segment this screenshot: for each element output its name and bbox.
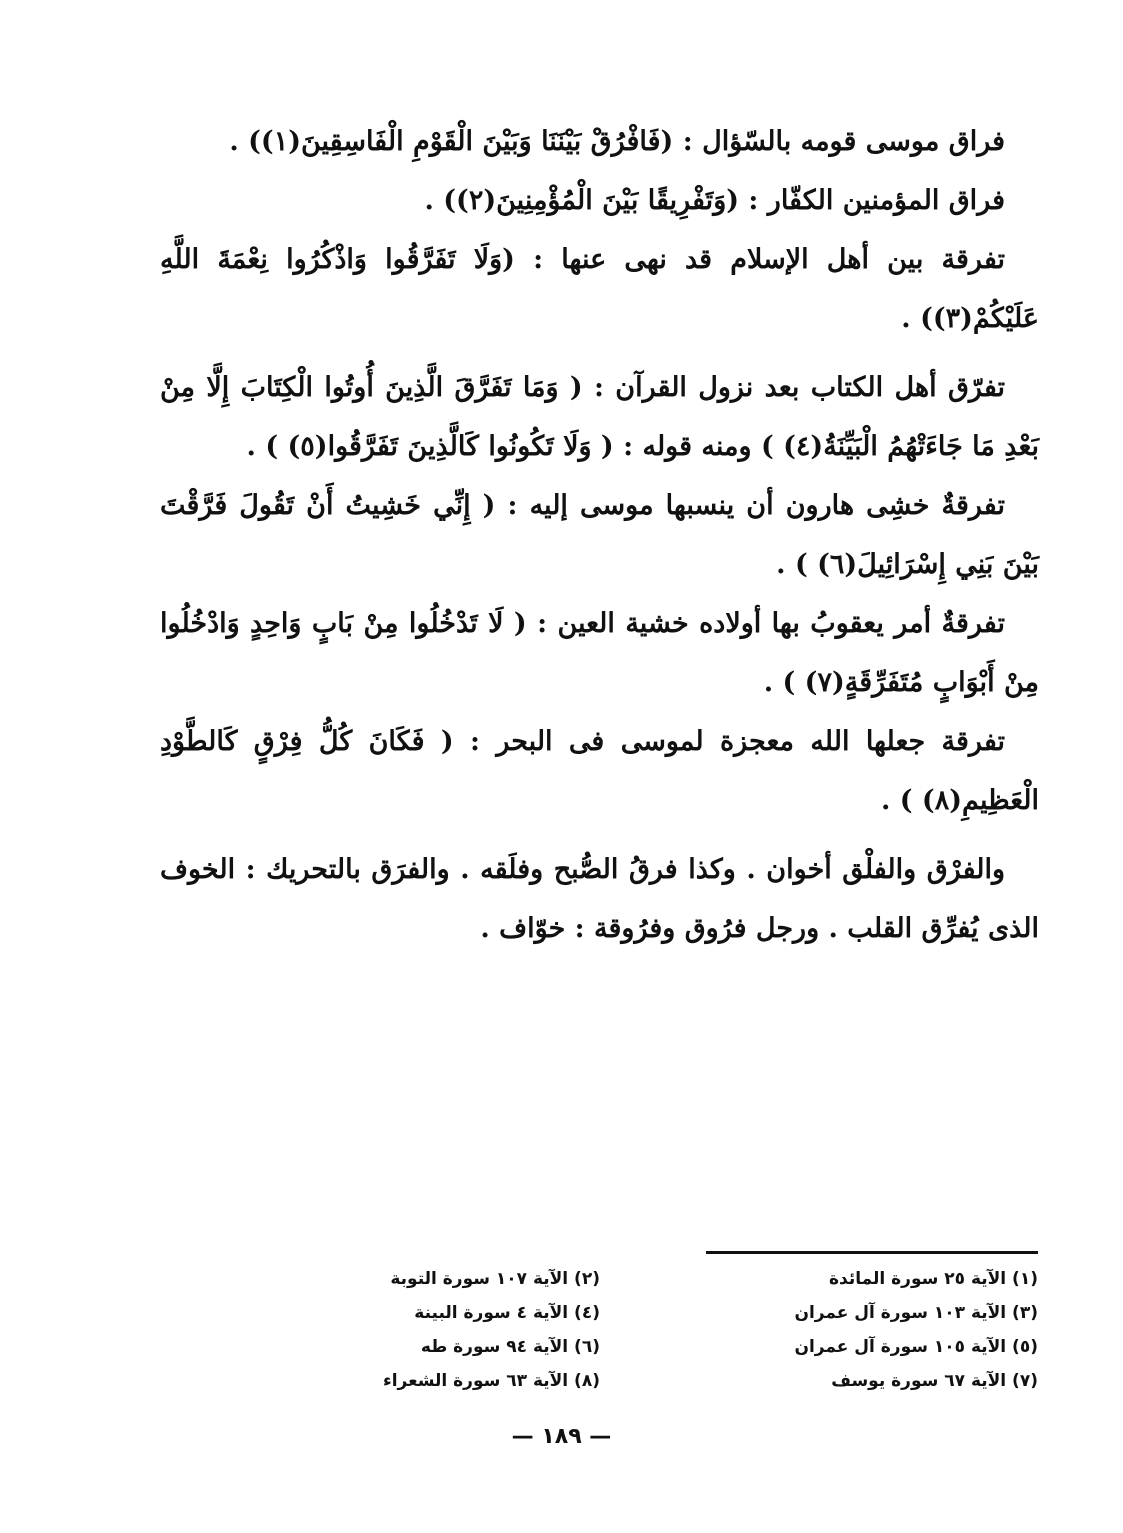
paragraph: تفرقة جعلها الله معجزة لموسى فى البحر : ( فَكَانَ كُلُّ فِرْقٍ كَالطَّوْدِ الْعَظِيمِ(٨) ) . bbox=[160, 726, 1039, 816]
footnote: (٤) الآية ٤ سورة البينة bbox=[414, 1303, 600, 1323]
paragraph: والفرْق والفلْق أخوان . وكذا فرقُ الصُّبح وفلَقه . والفرَق بالتحريك : الخوف الذى يُفرِّق القلب . ورجل فرُوق وفرُوقة : خوّاف . bbox=[160, 854, 1039, 944]
paragraph: تفرّق أهل الكتاب بعد نزول القرآن : ( وَمَا تَفَرَّقَ الَّذِينَ أُوتُوا الْكِتَابَ إِلَّا مِنْ بَعْدِ مَا جَاءَتْهُمُ الْبَيِّنَةُ(٤) ) ومنه قوله : ( وَلَا تَكُونُوا كَالَّذِينَ تَفَرَّقُوا(٥) ) . bbox=[160, 372, 1039, 462]
paragraph: فراق موسى قومه بالسّؤال : (فَافْرُقْ بَيْنَنَا وَبَيْنَ الْقَوْمِ الْفَاسِقِينَ(١)) . bbox=[229, 126, 1005, 157]
footnote-divider bbox=[706, 1251, 1038, 1254]
main-text bbox=[160, 112, 1039, 958]
page-number: — ١٨٩ — bbox=[511, 1424, 612, 1449]
paragraph: تفرقةٌ أمر يعقوبُ بها أولاده خشية العين : ( لَا تَدْخُلُوا مِنْ بَابٍ وَاحِدٍ وَادْخُلُوا مِنْ أَبْوَابٍ مُتَفَرِّقَةٍ(٧) ) . bbox=[160, 608, 1039, 698]
footnote: (٢) الآية ١٠٧ سورة التوبة bbox=[390, 1269, 600, 1289]
footnotes bbox=[300, 1265, 1038, 1395]
paragraph: تفرقة بين أهل الإسلام قد نهى عنها : (وَلَا تَفَرَّقُوا وَاذْكُرُوا نِعْمَةَ اللَّهِ عَلَيْكُمْ(٣)) . bbox=[160, 244, 1039, 334]
paragraph: تفرقةٌ خشِى هارون أن ينسبها موسى إليه : ( إِنِّي خَشِيتُ أَنْ تَقُولَ فَرَّقْتَ بَيْنَ بَنِي إِسْرَائِيلَ(٦) ) . bbox=[160, 490, 1039, 580]
footnote: (٥) الآية ١٠٥ سورة آل عمران bbox=[794, 1337, 1038, 1357]
paragraph: فراق المؤمنين الكفّار : (وَتَفْرِيقًا بَيْنَ الْمُؤْمِنِينَ(٢)) . bbox=[424, 185, 1005, 216]
footnote: (٣) الآية ١٠٣ سورة آل عمران bbox=[794, 1303, 1038, 1323]
footnote: (٨) الآية ٦٣ سورة الشعراء bbox=[383, 1371, 600, 1391]
footnote: (١) الآية ٢٥ سورة المائدة bbox=[829, 1269, 1038, 1289]
footnote: (٦) الآية ٩٤ سورة طه bbox=[420, 1337, 600, 1357]
footnote: (٧) الآية ٦٧ سورة يوسف bbox=[831, 1371, 1038, 1391]
